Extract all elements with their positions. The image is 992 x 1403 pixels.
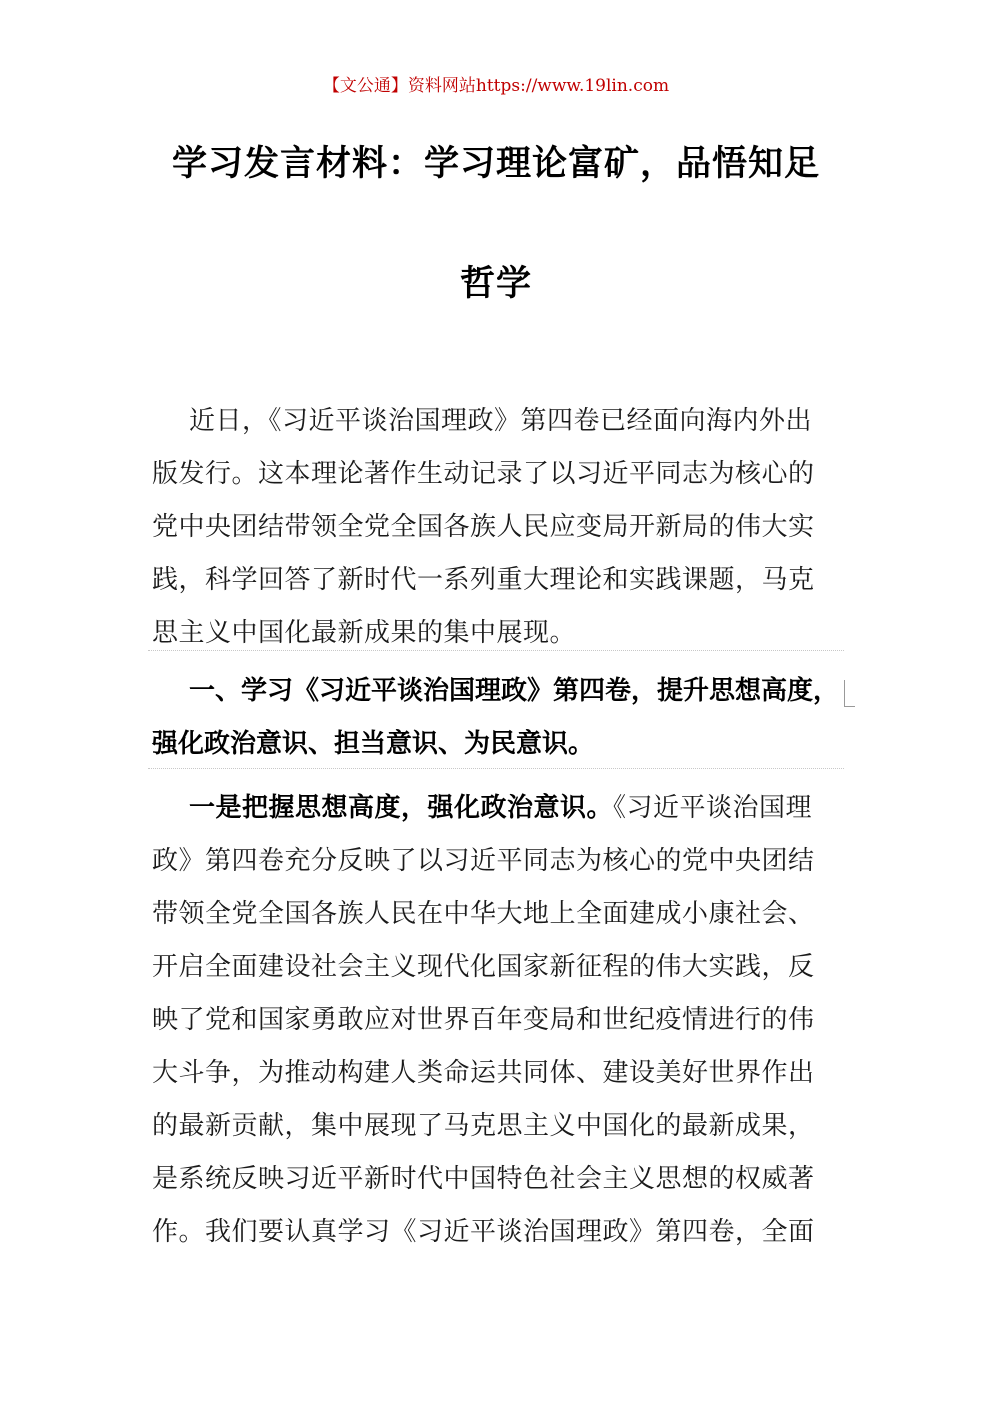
point-line: 作。我们要认真学习《习近平谈治国理政》第四卷，全面 xyxy=(152,1217,815,1247)
document-title-line-2: 哲学 xyxy=(459,264,532,304)
intro-paragraph xyxy=(152,395,842,660)
point-line: 开启全面建设社会主义现代化国家新征程的伟大实践，反 xyxy=(152,952,815,982)
intro-line: 党中央团结带领全党全国各族人民应变局开新局的伟大实 xyxy=(152,512,815,542)
site-header: 【文公通】资料网站https://www.19lin.com xyxy=(322,76,670,96)
paragraph-mark-icon xyxy=(844,680,855,707)
intro-line: 践，科学回答了新时代一系列重大理论和实践课题，马克 xyxy=(152,565,815,595)
document-title-line-1: 学习发言材料：学习理论富矿，品悟知足 xyxy=(171,144,820,184)
section-heading xyxy=(152,665,852,771)
intro-line: 版发行。这本理论著作生动记录了以习近平同志为核心的 xyxy=(152,459,815,489)
point-first-line xyxy=(152,782,842,835)
section-heading-line: 强化政治意识、担当意识、为民意识。 xyxy=(152,729,595,759)
section-divider-top xyxy=(148,650,844,651)
point-lead: 一是把握思想高度，强化政治意识。 xyxy=(189,793,614,823)
point-first-line-rest: 《习近平谈治国理 xyxy=(613,793,813,823)
section-heading-line: 一、学习《习近平谈治国理政》第四卷，提升思想高度， xyxy=(189,676,840,706)
intro-line: 思主义中国化最新成果的集中展现。 xyxy=(152,618,577,648)
point-line: 大斗争，为推动构建人类命运共同体、建设美好世界作出 xyxy=(152,1058,815,1088)
point-line: 是系统反映习近平新时代中国特色社会主义思想的权威著 xyxy=(152,1164,815,1194)
point-line: 映了党和国家勇敢应对世界百年变局和世纪疫情进行的伟 xyxy=(152,1005,815,1035)
intro-line: 近日，《习近平谈治国理政》第四卷已经面向海内外出 xyxy=(189,406,813,436)
point-paragraph xyxy=(152,782,842,1259)
point-line: 带领全党全国各族人民在中华大地上全面建成小康社会、 xyxy=(152,899,815,929)
point-line: 的最新贡献，集中展现了马克思主义中国化的最新成果， xyxy=(152,1111,815,1141)
section-divider-bottom xyxy=(148,768,844,769)
point-line: 政》第四卷充分反映了以习近平同志为核心的党中央团结 xyxy=(152,846,815,876)
